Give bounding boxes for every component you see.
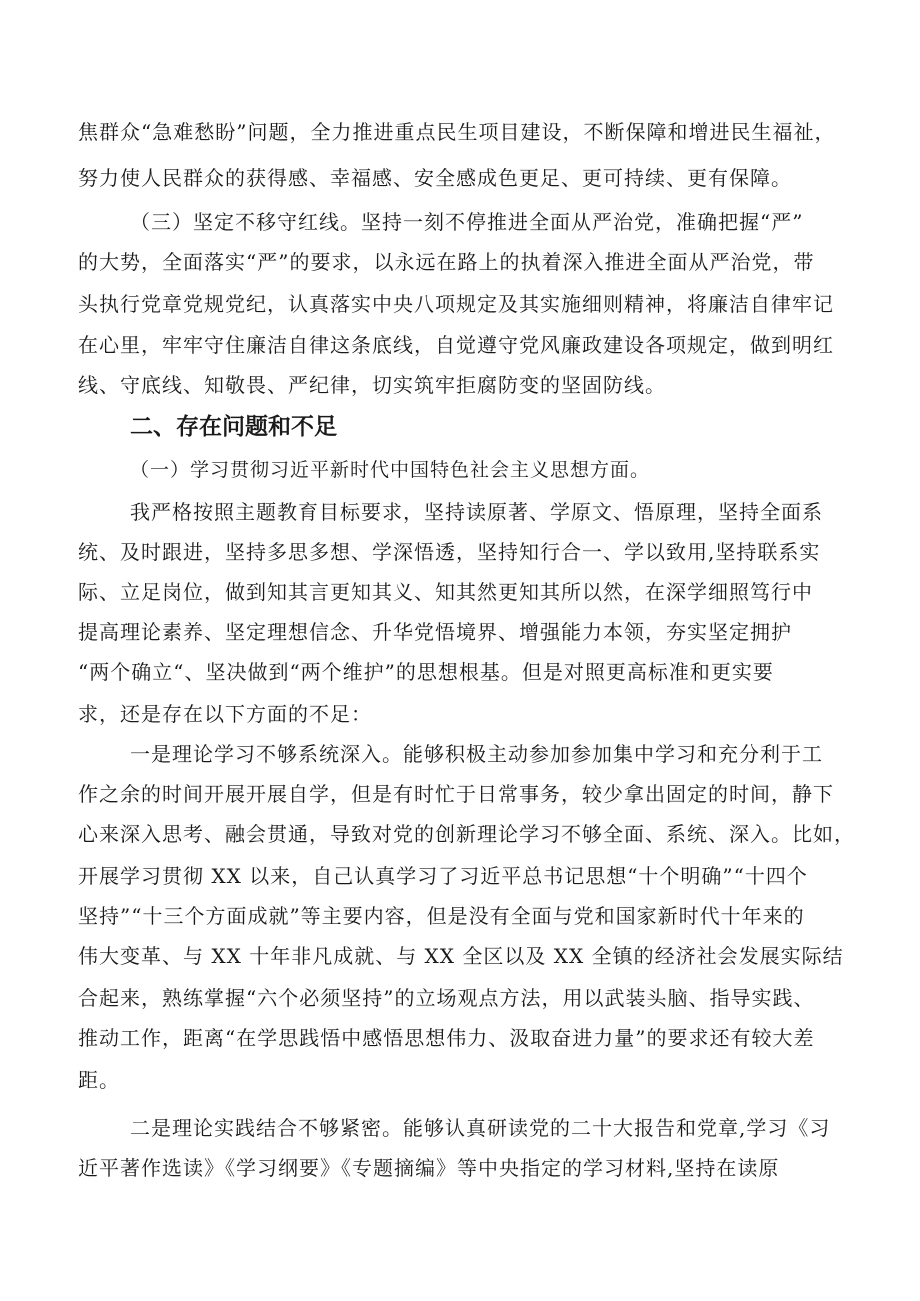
text-line: 头执行党章党规党纪，认真落实中央八项规定及其实施细则精神，将廉洁自律牢记 (78, 292, 834, 316)
text-line: 一是理论学习不够系统深入。能够积极主动参加参加集中学习和充分利于工 (130, 742, 823, 766)
text-line: 作之余的时间开展开展自学，但是有时忙于日常事务，较少拿出固定的时间，静下 (78, 782, 834, 806)
text-line: 近平著作选读》《学习纲要》《专题摘编》等中央指定的学习材料,坚持在读原 (78, 1156, 780, 1180)
text-line: 伟大变革、与 XX 十年非凡成就、与 XX 全区以及 XX 全镇的经济社会发展实际结 (78, 944, 844, 968)
text-line: 际、立足岗位，做到知其言更知其义、知其然更知其所以然，在深学细照笃行中 (78, 580, 813, 604)
text-line: 合起来，熟练掌握“六个必须坚持”的立场观点方法，用以武装头脑、指导实践、 (78, 986, 815, 1010)
text-line: 距。 (78, 1068, 120, 1092)
text-line: 统、及时跟进，坚持多思多想、学深悟透，坚持知行合一、学以致用,坚持联系实 (78, 540, 821, 564)
text-line: 求，还是存在以下方面的不足： (78, 702, 372, 726)
text-line: 线、守底线、知敬畏、严纪律，切实筑牢拒腐防变的坚固防线。 (78, 373, 666, 397)
text-line: 提高理论素养、坚定理想信念、升华党悟境界、增强能力本领，夯实坚定拥护 (78, 620, 792, 644)
text-line: 坚持”“十三个方面成就”等主要内容，但是没有全面与党和国家新时代十年来的 (78, 904, 805, 928)
text-line: 努力使人民群众的获得感、幸福感、安全感成色更足、更可持续、更有保障。 (78, 166, 792, 190)
text-line: 推动工作，距离“在学思践悟中感悟思想伟力、汲取奋进力量”的要求还有较大差 (78, 1026, 815, 1050)
text-line: 在心里，牢牢守住廉洁自律这条底线，自觉遵守党风廉政建设各项规定，做到明红 (78, 333, 834, 357)
section-heading: 二、存在问题和不足 (130, 414, 337, 440)
text-line: 焦群众“急难愁盼”问题，全力推进重点民生项目建设，不断保障和增进民生福祉， (78, 120, 836, 144)
text-line: 心来深入思考、融会贯通，导致对党的创新理论学习不够全面、系统、深入。比如， (78, 822, 855, 846)
text-line: “两个确立“、坚决做到“两个维护”的思想根基。但是对照更高标准和更实要 (78, 660, 774, 684)
text-line: 我严格按照主题教育目标要求，坚持读原著、学原文、悟原理，坚持全面系 (130, 500, 823, 524)
text-line: 开展学习贯彻 XX 以来，自己认真学习了习近平总书记思想“十个明确”“十四个 (78, 864, 808, 888)
subsection-title: （一）学习贯彻习近平新时代中国特色社会主义思想方面。 (130, 459, 651, 481)
text-line: （三）坚定不移守红线。坚持一刻不停推进全面从严治党，准确把握“严” (130, 210, 804, 234)
text-line: 二是理论实践结合不够紧密。能够认真研读党的二十大报告和党章,学习《习 (130, 1116, 831, 1140)
text-line: 的大势，全面落实“严”的要求，以永远在路上的执着深入推进全面从严治党，带 (78, 250, 815, 274)
